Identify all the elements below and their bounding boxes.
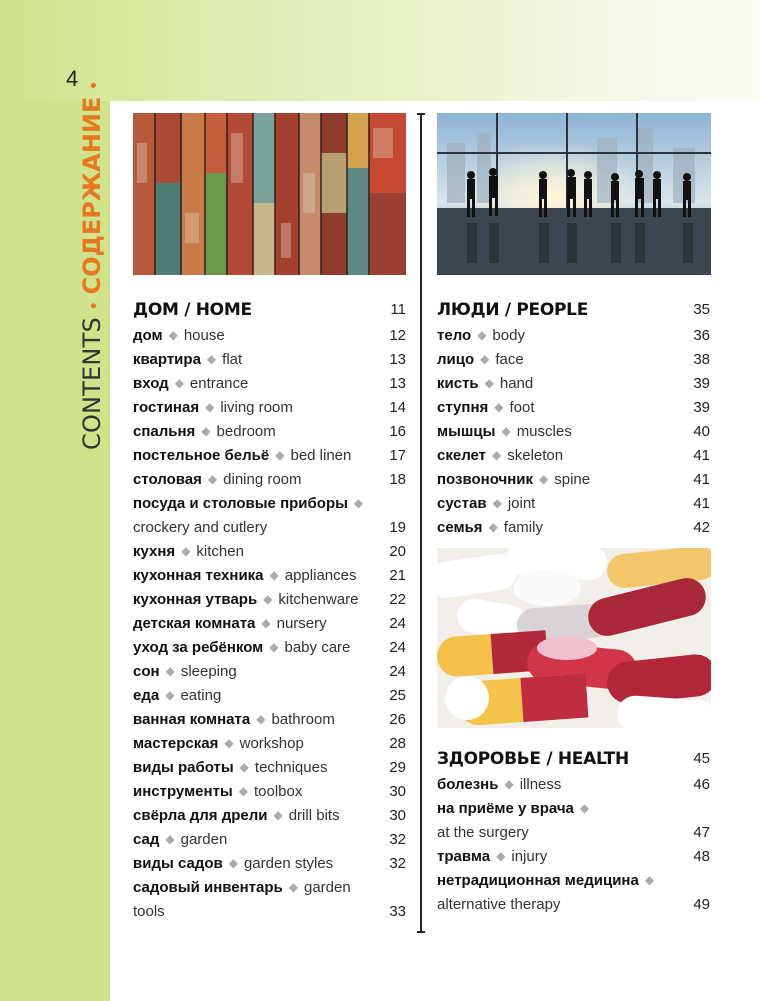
entry-ru: столовая — [133, 471, 202, 488]
entry-ru: гостиная — [133, 399, 200, 416]
entry-en: bedroom — [216, 423, 276, 440]
bullet-icon: ◆ — [181, 544, 191, 558]
page-ref: 35 — [693, 301, 710, 318]
toc-entry — [133, 420, 406, 444]
bullet-icon: ◆ — [273, 808, 283, 822]
bullet-icon: ◆ — [174, 376, 184, 390]
bullet-icon: ◆ — [263, 592, 273, 606]
bullet-icon: ◆ — [494, 400, 504, 414]
bullet-icon: ◆ — [224, 736, 234, 750]
toc-entry — [133, 876, 406, 900]
bullet-icon: ◆ — [492, 496, 502, 510]
page-ref: 28 — [389, 735, 406, 752]
toc-entry — [133, 612, 406, 636]
entry-en: house — [183, 327, 225, 344]
entry-ru: виды садов — [133, 855, 223, 872]
bullet-icon: ◆ — [275, 448, 285, 462]
bullet-icon: ◆ — [269, 640, 279, 654]
entry-ru: кухонная техника — [133, 567, 264, 584]
entry-ru: дом — [133, 327, 163, 344]
entry-en: nursery — [276, 615, 327, 632]
entry-ru: кухня — [133, 543, 176, 560]
page-ref: 48 — [693, 848, 710, 865]
page-ref: 39 — [693, 399, 710, 416]
bullet-icon: ◆ — [353, 496, 364, 510]
entry-en: flat — [222, 351, 243, 368]
page-ref: 38 — [693, 351, 710, 368]
entry-ru: квартира — [133, 351, 201, 368]
entry-ru: спальня — [133, 423, 196, 440]
page-ref: 20 — [389, 543, 406, 560]
entry-en: baby care — [284, 639, 351, 656]
page-ref: 22 — [389, 591, 406, 608]
entry-ru: кухонная утварь — [133, 591, 258, 608]
health-section — [437, 747, 710, 917]
entry-en: at the surgery — [437, 824, 529, 841]
toc-entry-continued — [133, 516, 406, 540]
bullet-icon: ◆ — [477, 328, 487, 342]
entry-en: garden styles — [243, 855, 334, 872]
entry-en: illness — [519, 776, 562, 793]
toc-entry — [133, 708, 406, 732]
entry-ru: инструменты — [133, 783, 233, 800]
pills-capsules-photo — [437, 548, 711, 728]
toc-entry — [133, 756, 406, 780]
toc-entry-continued — [437, 893, 710, 917]
page-ref: 19 — [389, 519, 406, 536]
toc-entry — [133, 396, 406, 420]
entry-en: face — [495, 351, 524, 368]
toc-entry — [437, 396, 710, 420]
entry-ru: виды работы — [133, 759, 234, 776]
page-ref: 17 — [389, 447, 406, 464]
page-ref: 26 — [389, 711, 406, 728]
toc-entry — [437, 420, 710, 444]
toc-entry — [133, 324, 406, 348]
top-color-band — [0, 0, 760, 101]
contents-title-ru: СОДЕРЖАНИЕ — [78, 96, 106, 295]
entry-en: eating — [180, 687, 222, 704]
toc-entry — [133, 732, 406, 756]
bullet-icon: ◆ — [488, 520, 498, 534]
bullet-icon: ◆ — [228, 856, 238, 870]
entry-en: hand — [499, 375, 534, 392]
bullet-icon: ◆ — [504, 777, 514, 791]
section-heading-home — [133, 298, 406, 324]
entry-ru: лицо — [437, 351, 475, 368]
toc-entry — [133, 636, 406, 660]
toc-entry — [437, 869, 710, 893]
toc-entry — [133, 852, 406, 876]
bullet-icon: ◆ — [239, 760, 249, 774]
bullet-icon: ◆ — [492, 448, 502, 462]
toc-entry — [133, 348, 406, 372]
title-trailing-dot: • — [84, 79, 105, 91]
toc-entry — [133, 372, 406, 396]
section-title: ДОМ / HOME — [133, 300, 252, 320]
entry-en: injury — [511, 848, 548, 865]
entry-ru: нетрадиционная медицина — [437, 872, 639, 889]
toc-entry — [437, 773, 710, 797]
entry-ru: сон — [133, 663, 160, 680]
section-title: ЗДОРОВЬЕ / HEALTH — [437, 749, 629, 769]
title-separator-dot: • — [84, 300, 105, 312]
entry-en: body — [492, 327, 525, 344]
entry-en: crockery and cutlery — [133, 519, 268, 536]
page-ref: 41 — [693, 495, 710, 512]
bullet-icon: ◆ — [579, 801, 590, 815]
toc-entry — [437, 372, 710, 396]
entry-en: entrance — [189, 375, 249, 392]
entry-en: family — [503, 519, 543, 536]
page-ref: 29 — [389, 759, 406, 776]
toc-entry — [133, 588, 406, 612]
bullet-icon: ◆ — [201, 424, 211, 438]
entry-en: garden — [180, 831, 228, 848]
page-ref: 41 — [693, 471, 710, 488]
vertical-contents-title — [76, 79, 108, 450]
entry-en: toolbox — [253, 783, 303, 800]
page-ref: 39 — [693, 375, 710, 392]
toc-entry — [133, 540, 406, 564]
page-ref: 46 — [693, 776, 710, 793]
entry-ru: травма — [437, 848, 491, 865]
entry-en: living room — [220, 399, 293, 416]
page-ref: 32 — [389, 855, 406, 872]
page-ref: 33 — [389, 903, 406, 920]
toc-entry — [133, 828, 406, 852]
bullet-icon: ◆ — [501, 424, 511, 438]
section-title: ЛЮДИ / PEOPLE — [437, 300, 589, 320]
entry-ru: мышцы — [437, 423, 496, 440]
page-ref: 11 — [390, 301, 406, 318]
page-ref: 41 — [693, 447, 710, 464]
entry-en: workshop — [239, 735, 304, 752]
entry-en: spine — [554, 471, 591, 488]
bullet-icon: ◆ — [496, 849, 506, 863]
entry-ru: на приёме у врача — [437, 800, 574, 817]
page-ref: 18 — [389, 471, 406, 488]
business-people-silhouettes-photo — [437, 113, 711, 275]
people-section — [437, 298, 710, 540]
bullet-icon: ◆ — [288, 880, 298, 894]
entry-ru: ступня — [437, 399, 489, 416]
entry-en: appliances — [284, 567, 357, 584]
page-ref: 30 — [389, 783, 406, 800]
home-entry-list — [133, 324, 406, 924]
entry-en: joint — [507, 495, 536, 512]
health-entry-list — [437, 773, 710, 917]
bullet-icon: ◆ — [205, 400, 215, 414]
page-ref: 36 — [693, 327, 710, 344]
page-ref: 14 — [389, 399, 406, 416]
toc-entry — [133, 660, 406, 684]
bullet-icon: ◆ — [206, 352, 217, 366]
bullet-icon: ◆ — [269, 568, 279, 582]
entry-ru: детская комната — [133, 615, 256, 632]
toc-entry — [437, 492, 710, 516]
entry-en-continued: tools — [133, 903, 165, 920]
page-ref: 49 — [693, 896, 710, 913]
bullet-icon: ◆ — [484, 376, 494, 390]
toc-entry — [133, 444, 406, 468]
entry-en: alternative therapy — [437, 896, 561, 913]
entry-ru: кисть — [437, 375, 479, 392]
bullet-icon: ◆ — [238, 784, 248, 798]
bullet-icon: ◆ — [256, 712, 266, 726]
people-entry-list — [437, 324, 710, 540]
entry-ru: уход за ребёнком — [133, 639, 264, 656]
entry-en: kitchenware — [278, 591, 359, 608]
toc-entry — [437, 444, 710, 468]
entry-en: foot — [509, 399, 535, 416]
entry-ru: семья — [437, 519, 483, 536]
page-ref: 16 — [389, 423, 406, 440]
entry-en: garden — [304, 879, 351, 896]
page-ref: 30 — [389, 807, 406, 824]
bullet-icon: ◆ — [644, 873, 655, 887]
entry-en: dining room — [223, 471, 302, 488]
section-heading-health — [437, 747, 710, 773]
entry-en: bed linen — [290, 447, 352, 464]
entry-en: kitchen — [196, 543, 244, 560]
entry-ru: вход — [133, 375, 169, 392]
entry-ru: скелет — [437, 447, 487, 464]
entry-en: drill bits — [288, 807, 340, 824]
page-ref: 12 — [389, 327, 406, 344]
bullet-icon: ◆ — [165, 688, 175, 702]
entry-ru: еда — [133, 687, 160, 704]
page-ref: 47 — [693, 824, 710, 841]
entry-ru: мастерская — [133, 735, 219, 752]
toc-entry — [437, 468, 710, 492]
toc-entry — [437, 348, 710, 372]
toc-entry — [133, 684, 406, 708]
entry-ru: садовый инвентарь — [133, 879, 283, 896]
page-ref: 25 — [389, 687, 406, 704]
home-section — [133, 298, 406, 924]
toc-entry-continued — [133, 900, 406, 924]
page-number: 4 — [66, 66, 79, 91]
page-ref: 32 — [389, 831, 406, 848]
bullet-icon: ◆ — [165, 832, 175, 846]
toc-entry-continued — [437, 821, 710, 845]
toc-entry — [133, 804, 406, 828]
page-ref: 21 — [389, 567, 406, 584]
entry-ru: ванная комната — [133, 711, 251, 728]
toc-entry — [437, 797, 710, 821]
bullet-icon: ◆ — [480, 352, 490, 366]
entry-en: sleeping — [180, 663, 237, 680]
wooden-planks-photo — [133, 113, 406, 275]
page-ref: 40 — [693, 423, 710, 440]
page-ref: 13 — [389, 375, 406, 392]
page-ref: 13 — [389, 351, 406, 368]
contents-title-en: CONTENTS — [78, 317, 106, 450]
bullet-icon: ◆ — [168, 328, 178, 342]
toc-entry — [133, 492, 406, 516]
toc-entry — [133, 564, 406, 588]
bullet-icon: ◆ — [165, 664, 175, 678]
entry-en: skeleton — [507, 447, 564, 464]
entry-en: bathroom — [271, 711, 335, 728]
entry-ru: постельное бельё — [133, 447, 270, 464]
page-ref: 24 — [389, 639, 406, 656]
section-heading-people — [437, 298, 710, 324]
toc-entry — [437, 324, 710, 348]
toc-entry — [437, 845, 710, 869]
entry-ru: тело — [437, 327, 472, 344]
toc-entry — [437, 516, 710, 540]
toc-entry — [133, 468, 406, 492]
entry-ru: посуда и столовые приборы — [133, 495, 348, 512]
entry-en: muscles — [516, 423, 572, 440]
entry-ru: сад — [133, 831, 160, 848]
entry-ru: свёрла для дрели — [133, 807, 268, 824]
page-ref: 24 — [389, 615, 406, 632]
bullet-icon: ◆ — [207, 472, 218, 486]
entry-ru: болезнь — [437, 776, 499, 793]
bullet-icon: ◆ — [539, 472, 549, 486]
page-ref: 45 — [693, 750, 710, 767]
page-ref: 42 — [693, 519, 710, 536]
entry-ru: сустав — [437, 495, 487, 512]
entry-ru: позвоночник — [437, 471, 534, 488]
entry-en: techniques — [254, 759, 328, 776]
toc-entry — [133, 780, 406, 804]
bullet-icon: ◆ — [261, 616, 271, 630]
column-divider — [420, 113, 422, 933]
page-ref: 24 — [389, 663, 406, 680]
